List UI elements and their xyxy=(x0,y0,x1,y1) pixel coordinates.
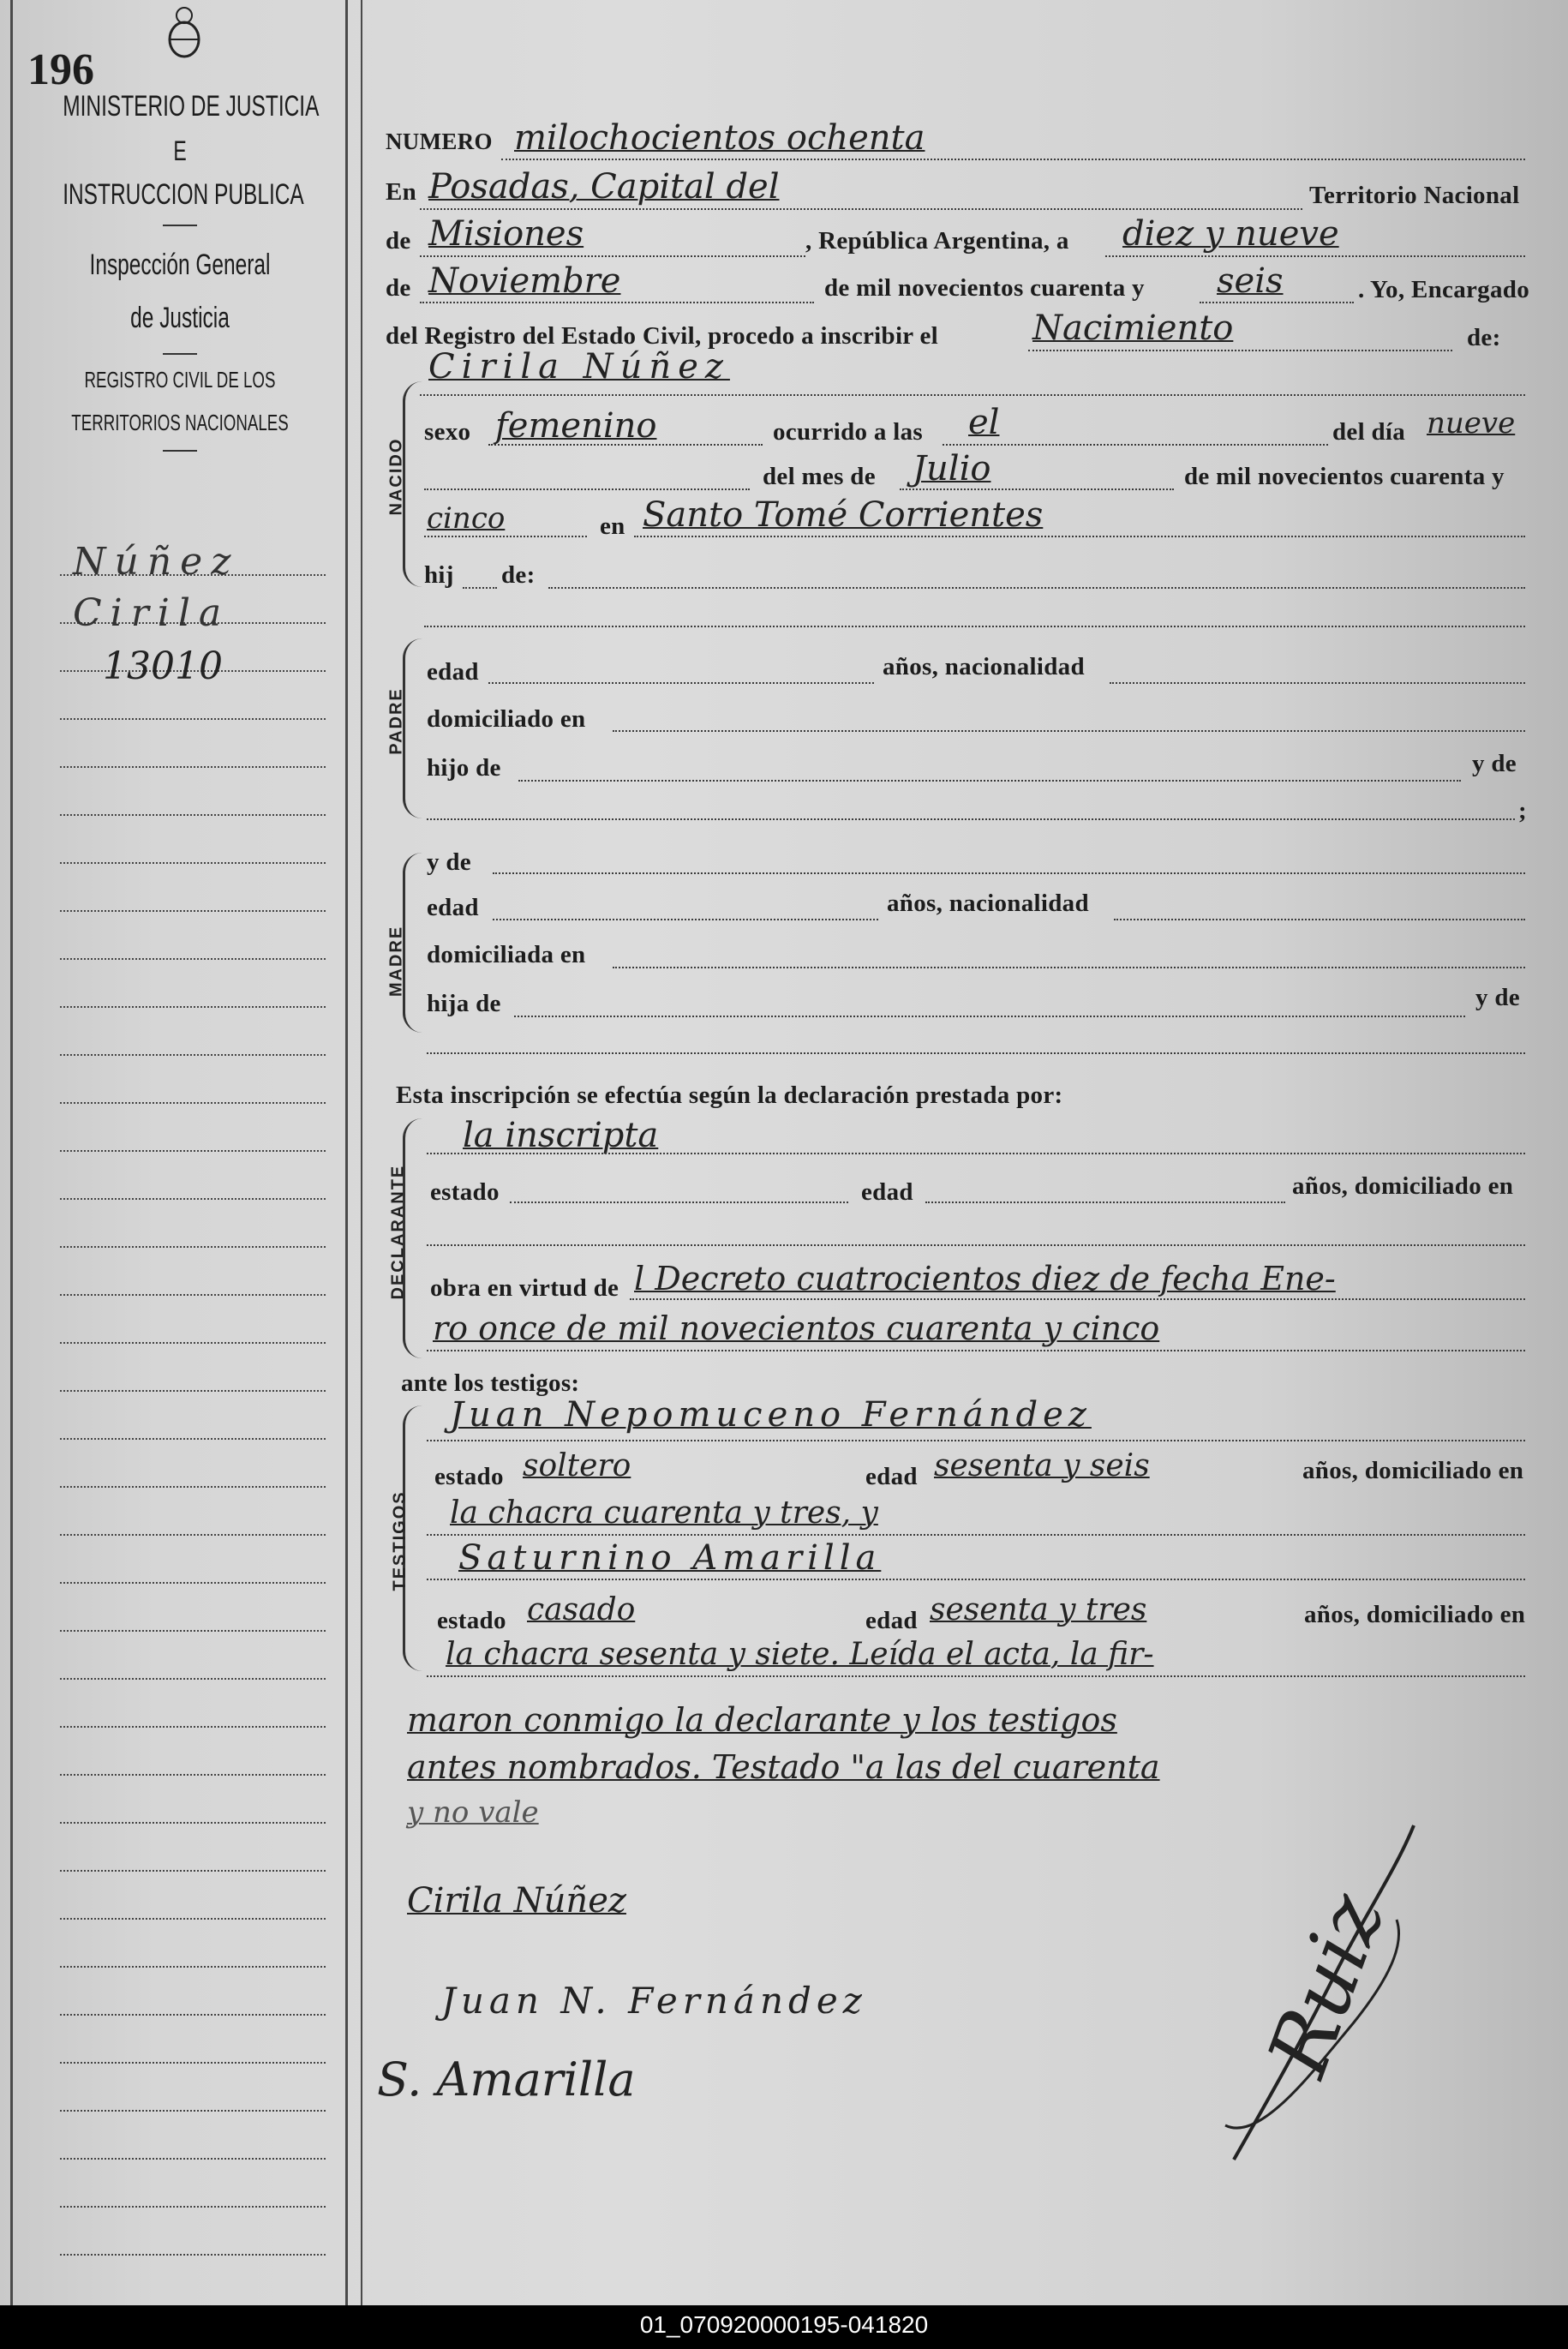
obra-line-2 xyxy=(427,1350,1525,1351)
en-line xyxy=(420,208,1302,210)
header-inspeccion: Inspección General xyxy=(89,249,271,281)
margin-rule-line xyxy=(60,1870,326,1872)
header-divider-2 xyxy=(163,353,197,355)
signature-official: Ruiz xyxy=(1249,1881,1403,2088)
inscripcion-label: Esta inscripción se efectúa según la declaración prestada por: xyxy=(396,1082,1063,1109)
t1-edad-value: sesenta y seis xyxy=(934,1448,1150,1483)
republica-label: , República Argentina, a xyxy=(805,227,1069,255)
de2-label: de xyxy=(386,274,411,302)
decl-estado-label: estado xyxy=(430,1178,500,1206)
madre-side-label: MADRE xyxy=(386,925,406,998)
padre-yde-label: y de xyxy=(1472,750,1517,777)
margin-rule-line xyxy=(60,2062,326,2064)
decl-edad-label: edad xyxy=(861,1178,913,1206)
acto-line xyxy=(1028,350,1452,351)
decl-edad-line xyxy=(925,1201,1285,1203)
margin-rule-line xyxy=(60,2158,326,2160)
t1-edad-label: edad xyxy=(865,1463,918,1490)
margin-rule-line xyxy=(60,1102,326,1104)
madre-yde-line xyxy=(493,872,1525,874)
hora2-line xyxy=(424,488,750,490)
t2-estado-label: estado xyxy=(437,1607,506,1634)
margin-rule-line xyxy=(60,862,326,864)
padre-semicolon: ; xyxy=(1518,797,1527,824)
deldia-label: del día xyxy=(1332,418,1406,446)
inner-margin-rule xyxy=(361,0,362,2305)
mil-label: de mil novecientos cuarenta y xyxy=(824,274,1145,302)
madre-edad-line xyxy=(493,919,878,920)
madre-nac-line xyxy=(1114,919,1525,920)
testigos-side-label: TESTIGOS xyxy=(390,1490,410,1591)
cierre-line-2: antes nombrados. Testado "a las del cuarenta xyxy=(407,1748,1160,1786)
lugar-value: Santo Tomé Corrientes xyxy=(643,495,1044,535)
lugar-line xyxy=(634,536,1525,537)
margin-rule-line xyxy=(60,1390,326,1392)
numero-value: milochocientos ochenta xyxy=(514,118,925,158)
margin-rule-line xyxy=(60,1054,326,1056)
margin-rule-line xyxy=(60,2206,326,2208)
header-instruccion: INSTRUCCION PUBLICA xyxy=(63,178,304,211)
obra-value: l Decreto cuatrocientos diez de fecha Ene- xyxy=(634,1260,1336,1297)
margin-rule-line xyxy=(60,1438,326,1440)
ocurrido-label: ocurrido a las xyxy=(773,418,923,446)
madre-dom-label: domiciliada en xyxy=(427,941,586,968)
anio-value: seis xyxy=(1217,261,1284,301)
mes-value: Noviembre xyxy=(428,261,621,301)
madre-yde-label: y de xyxy=(427,848,471,876)
margin-rule-line xyxy=(60,1822,326,1824)
obra-value-2: ro once de mil novecientos cuarenta y cinco xyxy=(433,1309,1160,1347)
t1-anios-label: años, domiciliado en xyxy=(1302,1457,1524,1484)
margin-number: 13010 xyxy=(103,644,223,688)
coat-of-arms-icon xyxy=(165,3,204,58)
de-value: Misiones xyxy=(428,214,584,254)
dia-line xyxy=(1105,255,1525,257)
margin-rule-line xyxy=(60,1582,326,1584)
testigos-label: ante los testigos: xyxy=(401,1369,580,1397)
margin-rule-line xyxy=(60,1246,326,1248)
anio-line xyxy=(1200,302,1354,303)
t2-edad-value: sesenta y tres xyxy=(930,1592,1147,1627)
padre-extra-line xyxy=(427,818,1515,820)
decl-anios-label: años, domiciliado en xyxy=(1292,1172,1514,1200)
de-label: de xyxy=(386,227,411,255)
de4-line xyxy=(548,587,1525,589)
margin-rule-line xyxy=(60,1534,326,1536)
t1-estado-label: estado xyxy=(434,1463,504,1490)
margin-rule-line xyxy=(60,1198,326,1200)
padre-dom-label: domiciliado en xyxy=(427,705,586,733)
margin-rule-line xyxy=(60,2110,326,2112)
madre-anios-label: años, nacionalidad xyxy=(887,890,1089,917)
deldia-value: nueve xyxy=(1427,406,1516,440)
margin-rule-line xyxy=(60,814,326,816)
sexo-label: sexo xyxy=(424,418,471,446)
anio-nac-line xyxy=(424,536,587,537)
t2-dom-line xyxy=(427,1675,1525,1677)
cierre-line-1: maron conmigo la declarante y los testigos xyxy=(407,1701,1117,1739)
margin-surname: Núñez xyxy=(73,540,240,584)
header-ministerio: MINISTERIO DE JUSTICIA xyxy=(63,90,320,123)
hora-line xyxy=(943,444,1328,446)
margin-rule-line xyxy=(60,2254,326,2256)
signature-testigo-1: Juan N. Fernández xyxy=(441,1980,867,2022)
signature-testigo-2: S. Amarilla xyxy=(377,2052,636,2106)
testigo1-line xyxy=(427,1440,1525,1441)
delmes-label: del mes de xyxy=(763,463,876,490)
nacido-side-label: NACIDO xyxy=(386,437,406,516)
margin-rule-line xyxy=(60,1678,326,1680)
delmes-value: Julio xyxy=(913,449,991,488)
padre-edad-line xyxy=(488,682,874,684)
official-signature-flourish xyxy=(1200,1817,1439,2177)
nombre-line xyxy=(420,394,1525,396)
t2-dom-value: la chacra sesenta y siete. Leída el acta, la fir- xyxy=(446,1637,1154,1672)
header-divider xyxy=(163,225,197,226)
de4-label: de: xyxy=(501,561,536,589)
padre-hijo-label: hijo de xyxy=(427,754,501,782)
header-registro: REGISTRO CIVIL DE LOS xyxy=(84,367,276,392)
obra-label: obra en virtud de xyxy=(430,1274,619,1302)
demil-label: de mil novecientos cuarenta y xyxy=(1184,463,1505,490)
margin-rule-line xyxy=(60,910,326,912)
madre-edad-label: edad xyxy=(427,894,479,921)
t1-dom-line xyxy=(427,1534,1525,1536)
margin-rule-line xyxy=(60,958,326,960)
t2-edad-label: edad xyxy=(865,1607,918,1634)
padre-nac-line xyxy=(1110,682,1525,684)
padre-hijo-line xyxy=(518,780,1461,782)
sexo-value: femenino xyxy=(495,406,657,446)
testigo1-value: Juan Nepomuceno Fernández xyxy=(450,1395,1092,1435)
madre-yde2-label: y de xyxy=(1475,984,1520,1011)
padre-edad-label: edad xyxy=(427,658,479,686)
margin-rule-line xyxy=(60,1966,326,1968)
madre-hija-line xyxy=(514,1016,1465,1017)
margin-rule-line xyxy=(60,718,326,720)
obra-line xyxy=(630,1298,1525,1300)
delmes-line xyxy=(900,488,1174,490)
declarante-value: la inscripta xyxy=(463,1116,659,1155)
margin-rule-line xyxy=(60,1342,326,1344)
signature-declarante: Cirila Núñez xyxy=(407,1881,626,1921)
acto-value: Nacimiento xyxy=(1032,309,1234,348)
anio-nac-value: cinco xyxy=(427,501,506,536)
t1-estado-value: soltero xyxy=(523,1448,631,1483)
margin-rule-line xyxy=(60,1294,326,1296)
de-line xyxy=(420,255,805,257)
de3-label: de: xyxy=(1467,324,1501,351)
padre-dom-line xyxy=(613,730,1525,732)
margin-rule-line xyxy=(60,1630,326,1632)
hora-value: el xyxy=(968,403,1000,442)
margin-rule-line xyxy=(60,2014,326,2016)
en-label: En xyxy=(386,178,417,206)
dia-value: diez y nueve xyxy=(1122,214,1339,254)
t1-dom-value: la chacra cuarenta y tres, y xyxy=(450,1495,878,1531)
padre-side-label: PADRE xyxy=(386,687,406,755)
margin-divider-rule xyxy=(345,0,348,2305)
en-value: Posadas, Capital del xyxy=(428,167,780,207)
madre-hija-label: hija de xyxy=(427,990,501,1017)
margin-rule-line xyxy=(60,1486,326,1488)
hij-line xyxy=(463,587,497,589)
numero-label: NUMERO xyxy=(386,129,493,154)
left-margin-rule xyxy=(10,0,13,2305)
testigo2-value: Saturnino Amarilla xyxy=(458,1538,882,1578)
yo-label: . Yo, Encargado xyxy=(1358,276,1529,303)
decl-estado-line xyxy=(510,1201,848,1203)
padre-anios-label: años, nacionalidad xyxy=(883,653,1085,680)
territorio-label: Territorio Nacional xyxy=(1309,182,1520,209)
decl-dom-line xyxy=(427,1244,1525,1246)
margin-rule-line xyxy=(60,1006,326,1008)
nombre-value: Cirila Núñez xyxy=(428,347,730,387)
hij-label: hij xyxy=(424,561,454,589)
t2-anios-label: años, domiciliado en xyxy=(1304,1601,1526,1628)
en2-label: en xyxy=(600,512,625,540)
header-e: E xyxy=(173,135,187,166)
declarante-line xyxy=(427,1153,1525,1154)
margin-rule-line xyxy=(60,1150,326,1152)
nacido-extra-line xyxy=(424,626,1525,627)
mes-line xyxy=(420,302,814,303)
cierre-line-3: y no vale xyxy=(407,1795,539,1830)
madre-dom-line xyxy=(613,967,1525,968)
testigo2-line xyxy=(427,1579,1525,1580)
header-justicia: de Justicia xyxy=(130,302,230,334)
margin-given-name: Cirila xyxy=(73,591,230,635)
page-number: 196 xyxy=(27,45,94,94)
madre-extra-line xyxy=(427,1052,1525,1054)
margin-rule-line xyxy=(60,1774,326,1776)
footer-code: 01_070920000195-041820 xyxy=(639,2311,929,2338)
margin-rule-line xyxy=(60,1726,326,1728)
registro-label: del Registro del Estado Civil, procedo a inscribir el xyxy=(386,322,939,350)
header-divider-3 xyxy=(163,450,197,452)
margin-rule-line xyxy=(60,1918,326,1920)
header-territorios: TERRITORIOS NACIONALES xyxy=(71,410,289,435)
numero-line xyxy=(501,159,1525,160)
declarante-side-label: DECLARANTE xyxy=(388,1164,408,1300)
margin-rule-line xyxy=(60,766,326,768)
t2-estado-value: casado xyxy=(527,1592,636,1627)
